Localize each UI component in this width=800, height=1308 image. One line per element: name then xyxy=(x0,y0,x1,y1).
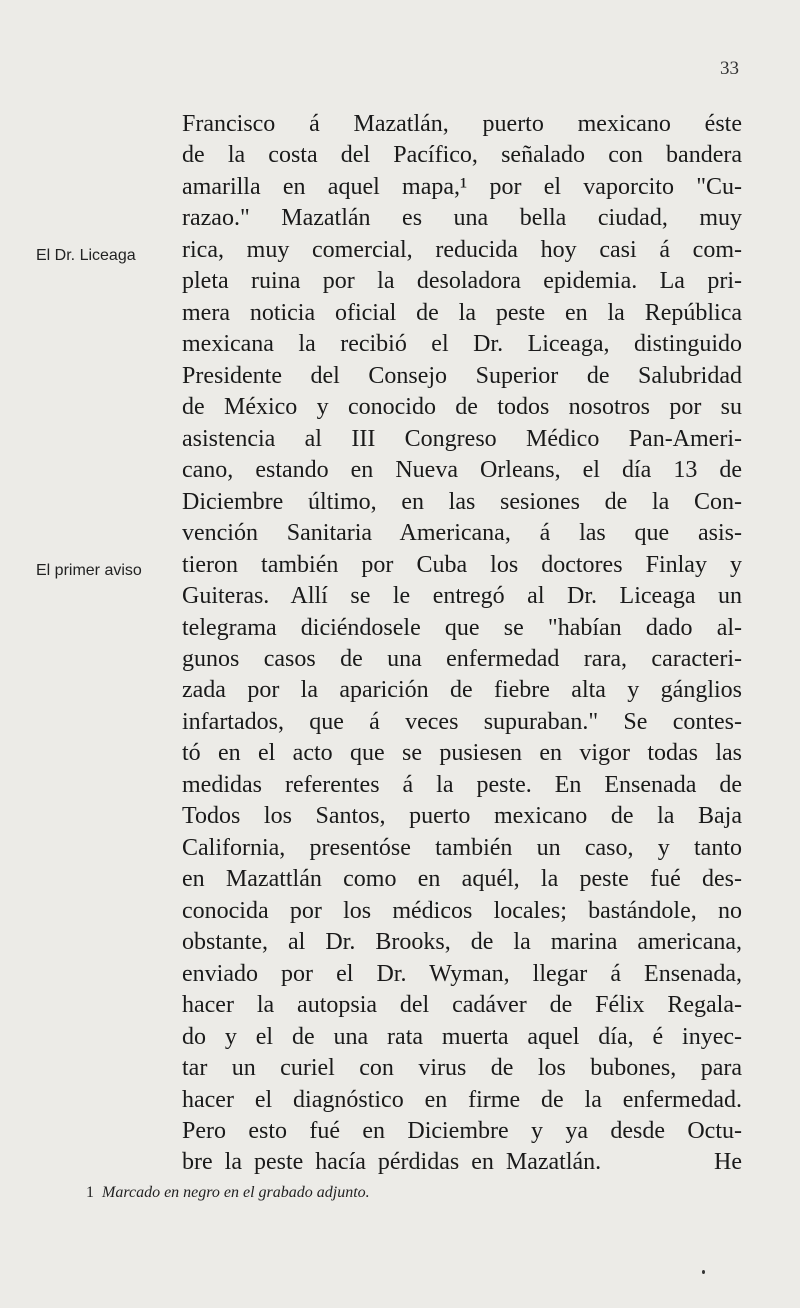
body-line: en Mazattlán como en aquél, la peste fué des- xyxy=(182,866,742,893)
margin-note-primer-aviso: El primer aviso xyxy=(36,562,142,579)
body-line: Diciembre último, en las sesiones de la Con- xyxy=(182,488,742,515)
body-line: tieron también por Cuba los doctores Finlay y xyxy=(182,551,742,578)
body-line: infartados, que á veces supuraban." Se contes- xyxy=(182,708,742,735)
margin-note-liceaga: El Dr. Liceaga xyxy=(36,247,136,264)
footnote-number: 1 xyxy=(86,1184,94,1201)
body-line: zada por la aparición de fiebre alta y gánglios xyxy=(182,677,742,704)
body-line: enviado por el Dr. Wyman, llegar á Ensenada, xyxy=(182,960,742,987)
body-line: Guiteras. Allí se le entregó al Dr. Liceaga un xyxy=(182,583,742,610)
body-line: mera noticia oficial de la peste en la República xyxy=(182,299,742,326)
body-line: tar un curiel con virus de los bubones, para xyxy=(182,1055,742,1082)
body-line: California, presentóse también un caso, y tanto xyxy=(182,834,742,861)
body-line: mexicana la recibió el Dr. Liceaga, distinguido xyxy=(182,331,742,358)
print-speck xyxy=(702,1270,705,1274)
body-line: tó en el acto que se pusiesen en vigor todas las xyxy=(182,740,742,767)
footnote xyxy=(86,1184,370,1202)
body-line: hacer la autopsia del cadáver de Félix Regala- xyxy=(182,992,742,1019)
body-text xyxy=(182,109,742,1179)
body-line: do y el de una rata muerta aquel día, é inyec- xyxy=(182,1023,742,1050)
body-line: bre la peste hacía pérdidas en Mazatlán. xyxy=(182,1149,602,1176)
body-line: de México y conocido de todos nosotros por su xyxy=(182,394,742,421)
footnote-text: Marcado en negro en el grabado adjunto. xyxy=(102,1184,370,1201)
body-line: conocida por los médicos locales; bastándole, no xyxy=(182,897,742,924)
body-line: Francisco á Mazatlán, puerto mexicano éste xyxy=(182,111,742,137)
body-line-tail: He xyxy=(714,1149,742,1176)
page-number: 33 xyxy=(720,58,739,79)
body-line: Presidente del Consejo Superior de Salubridad xyxy=(182,362,742,389)
body-line: telegrama diciéndosele que se "habían dado al- xyxy=(182,614,742,641)
body-line: Pero esto fué en Diciembre y ya desde Octu- xyxy=(182,1118,742,1144)
body-line: vención Sanitaria Americana, á las que asis- xyxy=(182,520,742,547)
body-line: rica, muy comercial, reducida hoy casi á com- xyxy=(182,236,742,263)
body-line-last xyxy=(182,1147,742,1178)
body-line: amarilla en aquel mapa,¹ por el vaporcito "Cu- xyxy=(182,173,742,200)
body-line: obstante, al Dr. Brooks, de la marina americana, xyxy=(182,929,742,956)
body-line: razao." Mazatlán es una bella ciudad, muy xyxy=(182,205,742,232)
body-line: de la costa del Pacífico, señalado con bandera xyxy=(182,142,742,169)
body-line: Todos los Santos, puerto mexicano de la Baja xyxy=(182,803,742,830)
body-line: medidas referentes á la peste. En Ensenada de xyxy=(182,771,742,798)
body-line: gunos casos de una enfermedad rara, caracteri- xyxy=(182,645,742,672)
body-line: hacer el diagnóstico en firme de la enfermedad. xyxy=(182,1086,742,1113)
body-line: cano, estando en Nueva Orleans, el día 13 de xyxy=(182,457,742,484)
body-line: asistencia al III Congreso Médico Pan-Ameri- xyxy=(182,425,742,452)
body-line: pleta ruina por la desoladora epidemia. La pri- xyxy=(182,268,742,295)
